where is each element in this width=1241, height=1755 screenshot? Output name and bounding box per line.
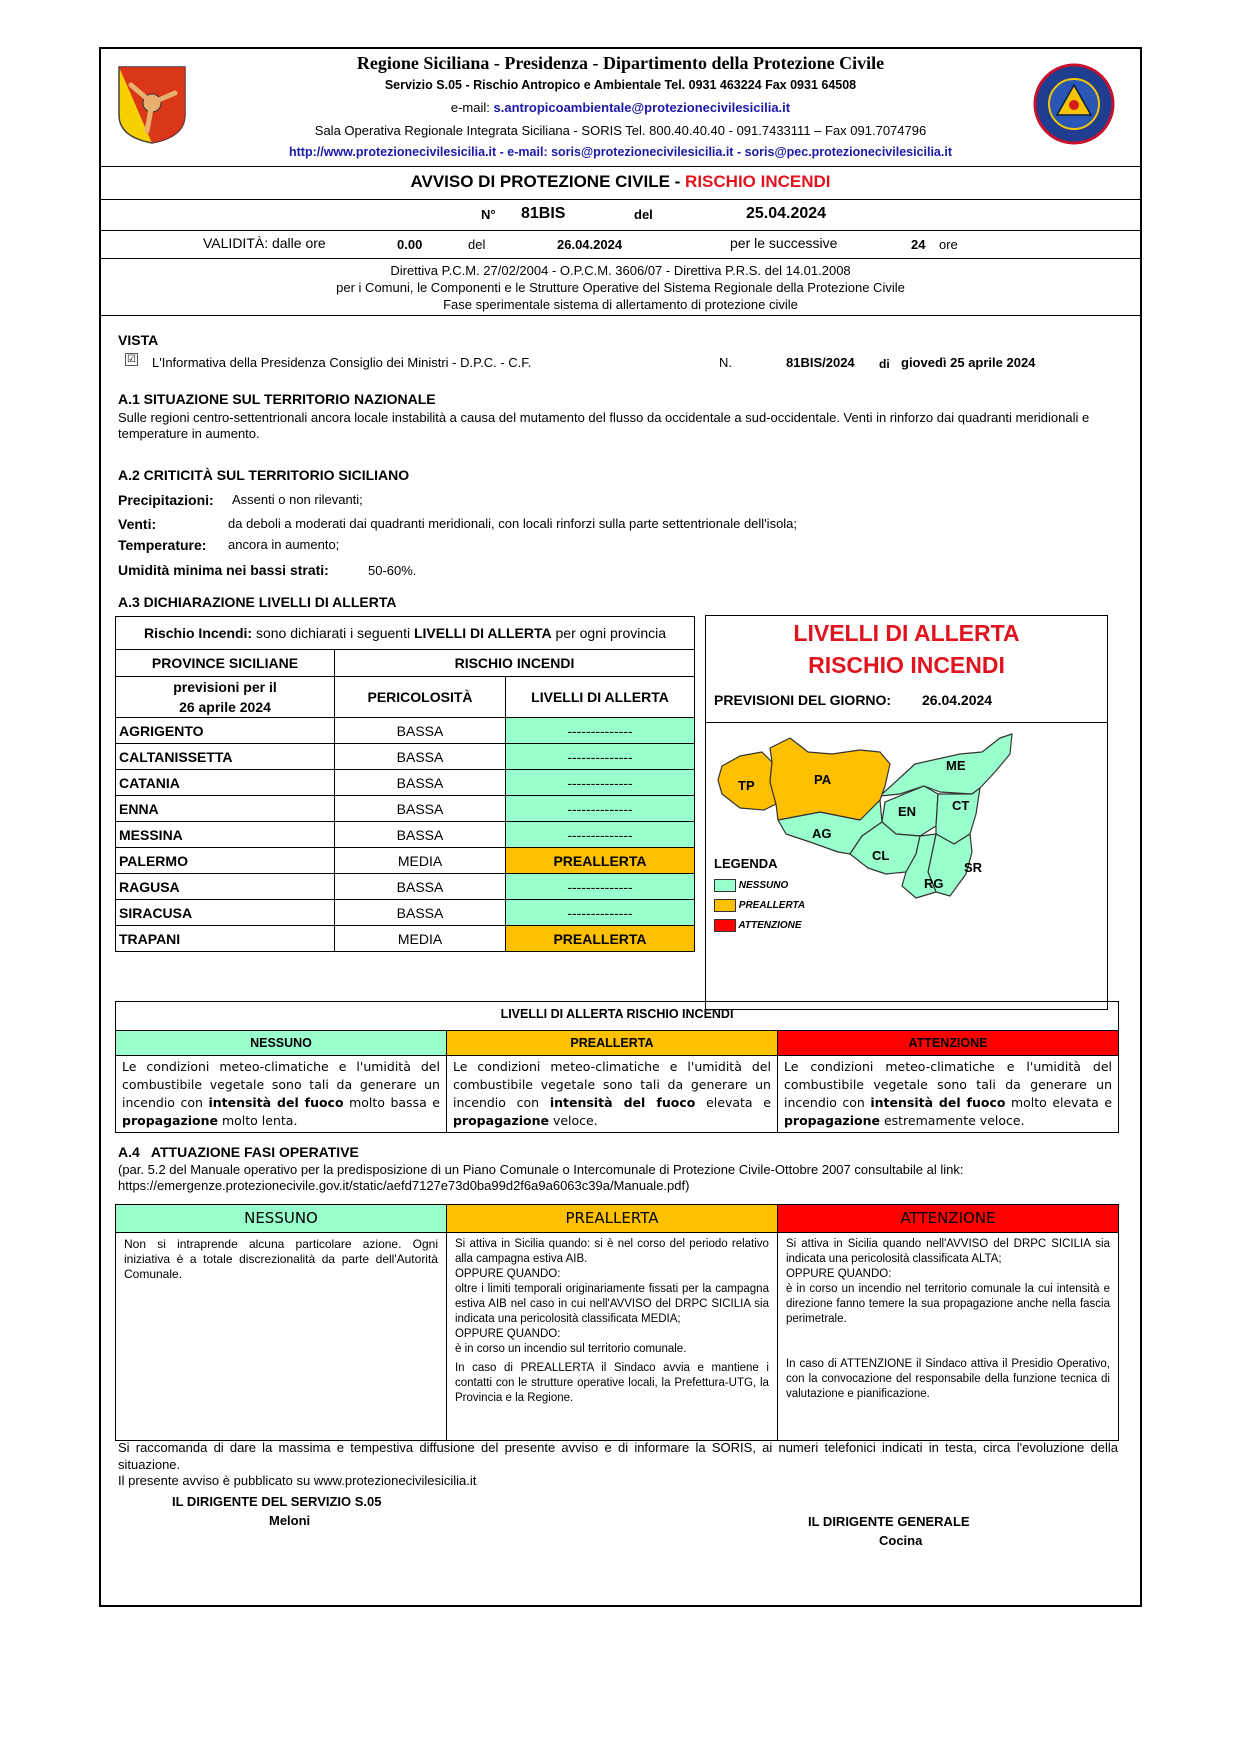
province-livello: PREALLERTA [506,926,695,952]
directive-3: Fase sperimentale sistema di allertamento di protezione civile [443,297,798,312]
fasi-table-box [115,1204,1119,1441]
a4-heading: A.4 ATTUAZIONE FASI OPERATIVE [118,1144,359,1160]
map-label-sr: SR [964,860,983,875]
fasi-preallerta: Si attiva in Sicilia quando: si è nel corso del periodo relativo alla campagna estiva AIB. OPPURE QUANDO: oltre i limiti temporali originariamente fissati per la campagna estiva AIB nel caso in cui nell'AVVISO del DRPC SICILIA sia indicata una pericolosità classificata MEDIA; OPPURE QUANDO: è in corso un incendio sul territorio comunale. In caso di PREALLERTA il Sindaco avvia e mantiene i contatti con le strutture operative locali, la Prefettura-UTG, la Provincia e la Regione. [446,1233,777,1441]
fasi-attenzione: Si attiva in Sicilia quando nell'AVVISO del DRPC SICILIA sia indicata una pericolosità classificata ALTA; OPPURE QUANDO: è in corso un incendio nel territorio comunale la cui intensità e direzione fanno temere la sua propagazione anche nella fascia perimetrale. In caso di ATTENZIONE il Sindaco attiva il Presidio Operativo, con la convocazione del responsabile della funzione tecnica di valutazione e pianificazione. [777,1233,1118,1441]
a2-heading: A.2 CRITICITÀ SUL TERRITORIO SICILIANO [118,467,410,483]
legend-swatch-green [714,879,736,892]
header-service: Servizio S.05 - Rischio Antropico e Ambientale Tel. 0931 463224 Fax 0931 64508 [384,78,857,92]
province-pericolosita: BASSA [335,822,506,848]
province-livello: -------------- [506,900,695,926]
legend-item-nessuno [714,879,788,892]
prec-value: Assenti o non rilevanti; [232,492,363,507]
map-region-ct [936,788,980,844]
validity-ore: ore [939,237,958,252]
map-label-en: EN [898,804,917,819]
province-row [116,848,695,874]
forecast-cell [116,677,335,718]
header-title: Regione Siciliana - Presidenza - Dipartimento della Protezione Civile [356,53,885,73]
a3-intro [116,617,695,650]
footer-text2: Il presente avviso è pubblicato su www.protezionecivilesicilia.it [118,1473,477,1488]
separator: - [733,145,745,159]
email-label: e-mail: [450,100,490,115]
province-pericolosita: MEDIA [335,848,506,874]
legend-title: LEGENDA [714,856,778,871]
levels-table-box [115,1001,1119,1133]
a3-heading: A.3 DICHIARAZIONE LIVELLI DI ALLERTA [118,594,397,610]
levels-desc-preallerta: Le condizioni meteo-climatiche e l'umidità del combustibile vegetale sono tali da generare un incendio con intensità del fuoco elevata e propagazione veloce. [446,1056,777,1133]
province-pericolosita: BASSA [335,796,506,822]
notice-title-risk: RISCHIO INCENDI [685,172,831,191]
province-name: CATANIA [116,770,335,796]
sig2-title: IL DIRIGENTE GENERALE [808,1514,970,1529]
validity-date: 26.04.2024 [557,237,623,252]
province-livello: -------------- [506,822,695,848]
header-email-line [101,100,1140,115]
legend-swatch-red [714,919,736,932]
intro-risk: Rischio Incendi: [143,625,253,641]
intro-levels: LIVELLI DI ALLERTA [413,625,552,641]
directive-2: per i Comuni, le Componenti e le Strutture Operative del Sistema Regionale della Protezione Civile [336,280,905,295]
province-table [115,616,695,952]
province-pericolosita: BASSA [335,874,506,900]
col-province: PROVINCE SICILIANE [116,650,335,677]
province-name: SIRACUSA [116,900,335,926]
vista-date: giovedì 25 aprile 2024 [901,355,1036,370]
province-name: CALTANISSETTA [116,744,335,770]
province-name: RAGUSA [116,874,335,900]
fasi-nessuno: Non si intraprende alcuna particolare azione. Ogni iniziativa è a totale discrezionalità da parte dell'Autorità Comunale. [116,1233,447,1441]
header-soris: Sala Operativa Regionale Integrata Siciliana - SORIS Tel. 800.40.40.40 - 091.7433111 – Fax 091.7074796 [314,123,927,138]
notice-title [101,172,1140,192]
umid-value: 50-60%. [368,563,417,578]
province-pericolosita: BASSA [335,718,506,744]
validity-next-label: per le successive [730,235,838,251]
province-row [116,744,695,770]
sig1-title: IL DIRIGENTE DEL SERVIZIO S.05 [172,1494,382,1509]
levels-col-attenzione: ATTENZIONE [777,1031,1118,1056]
col-risk: RISCHIO INCENDI [335,650,695,677]
map-label-ct: CT [952,798,970,813]
legend-label-nessuno: NESSUNO [738,880,789,892]
vista-num: 81BIS/2024 [786,355,855,370]
validity-label: VALIDITÀ: dalle ore [203,235,326,251]
vista-n: N. [719,355,732,370]
document-frame [99,47,1142,1607]
forecast-line1: previsioni per il [173,679,277,695]
province-pericolosita: BASSA [335,900,506,926]
venti-value: da deboli a moderati dai quadranti meridionali, con locali rinforzi sulla parte settentrionale dell'isola; [228,516,798,531]
levels-desc-attenzione: Le condizioni meteo-climatiche e l'umidità del combustibile vegetale sono tali da generare un incendio con intensità del fuoco molto elevata e propagazione estremamente veloce. [777,1056,1118,1133]
fasi-table [115,1204,1119,1441]
forecast-line2: 26 aprile 2024 [179,699,271,715]
map-label-cl: CL [872,848,890,863]
map-label-tp: TP [738,778,755,793]
vista-text: L'Informativa della Presidenza Consiglio dei Ministri - D.P.C. - C.F. [152,355,532,370]
province-row [116,770,695,796]
temp-value: ancora in aumento; [228,537,340,552]
province-livello: -------------- [506,874,695,900]
province-pericolosita: MEDIA [335,926,506,952]
legend-label-attenzione: ATTENZIONE [738,920,802,932]
levels-desc-nessuno: Le condizioni meteo-climatiche e l'umidità del combustibile vegetale sono tali da generare un incendio con intensità del fuoco molto bassa e propagazione molto lenta. [116,1056,447,1133]
province-pericolosita: BASSA [335,744,506,770]
directive-1: Direttiva P.C.M. 27/02/2004 - O.P.C.M. 3606/07 - Direttiva P.R.S. del 14.01.2008 [390,263,851,278]
a1-heading: A.1 SITUAZIONE SUL TERRITORIO NAZIONALE [118,391,436,407]
panel-prev-label: PREVISIONI DEL GIORNO: [714,692,892,708]
fasi-head-preallerta: PREALLERTA [446,1205,777,1233]
legend-item-preallerta [714,899,805,912]
validity-hour: 0.00 [397,237,423,252]
province-livello: -------------- [506,770,695,796]
province-livello: -------------- [506,718,695,744]
intro-text: sono dichiarati i seguenti [252,625,414,641]
province-row [116,718,695,744]
sig2-name: Cocina [879,1533,923,1548]
vista-checkbox[interactable]: ☑ [125,353,138,366]
map-label-ag: AG [812,826,832,841]
vista-di: di [879,357,890,371]
col-livelli: LIVELLI DI ALLERTA [506,677,695,718]
footer-text1: Si raccomanda di dare la massima e tempestiva diffusione del presente avviso e di informare la SORIS, ai numeri telefonici indicati in testa, circa l'evoluzione della situazione. [118,1440,1118,1472]
province-table-box [115,616,695,952]
notice-title-text: AVVISO DI PROTEZIONE CIVILE - [410,172,681,191]
province-name: AGRIGENTO [116,718,335,744]
levels-table [115,1001,1119,1133]
map-label-me: ME [946,758,966,773]
province-pericolosita: BASSA [335,770,506,796]
vista-heading: VISTA [118,332,159,348]
legend-swatch-orange [714,899,736,912]
umid-label: Umidità minima nei bassi strati: [118,562,329,578]
panel-date: 26.04.2024 [922,692,993,708]
panel-title-1: LIVELLI DI ALLERTA [793,620,1020,646]
levels-col-preallerta: PREALLERTA [446,1031,777,1056]
legend-item-attenzione [714,919,802,932]
email2-label: - e-mail: [496,145,552,159]
alert-panel [705,615,1108,1010]
panel-title-2: RISCHIO INCENDI [808,652,1005,678]
venti-label: Venti: [118,516,157,532]
notice-del-label: del [634,207,653,222]
sig1-name: Meloni [269,1513,311,1528]
province-row [116,926,695,952]
intro-tail: per ogni provincia [551,625,667,641]
province-livello: PREALLERTA [506,848,695,874]
service-email-link[interactable]: s.antropicoambientale@protezionecivilesicilia.it [493,100,791,115]
temp-label: Temperature: [118,537,207,553]
col-pericolosita: PERICOLOSITÀ [335,677,506,718]
prec-label: Precipitazioni: [118,492,214,508]
fasi-head-attenzione: ATTENZIONE [777,1205,1118,1233]
a4-note: (par. 5.2 del Manuale operativo per la predisposizione di un Piano Comunale o Intercomunale di Protezione Civile-Ottobre 2007 consultabile al link: https://emergenze.protezionecivile.gov.it/static/aefd7127e73d0ba99d2f6a9a6063c39a/Manuale.pdf) [118,1162,964,1193]
province-name: MESSINA [116,822,335,848]
levels-col-nessuno: NESSUNO [116,1031,447,1056]
province-row [116,900,695,926]
province-livello: -------------- [506,796,695,822]
levels-title: LIVELLI DI ALLERTA RISCHIO INCENDI [116,1002,1119,1031]
notice-num: 81BIS [521,205,566,222]
fasi-head-nessuno: NESSUNO [116,1205,447,1233]
validity-hours: 24 [911,237,926,252]
province-name: PALERMO [116,848,335,874]
map-label-rg: RG [924,876,944,891]
legend-label-preallerta: PREALLERTA [738,900,806,912]
a1-text: Sulle regioni centro-settentrionali ancora locale instabilità a causa del mutamento del flusso da occidentale a sud-occidentale. Venti in rinforzo dai quadranti meridionali e temperature in aumento. [118,410,1090,441]
province-row [116,822,695,848]
province-livello: -------------- [506,744,695,770]
province-row [116,874,695,900]
soris-email-link[interactable]: soris@protezionecivilesicilia.it [551,145,734,159]
pec-email-link[interactable]: soris@pec.protezionecivilesicilia.it [744,145,952,159]
map-label-pa: PA [814,772,832,787]
website-link[interactable]: http://www.protezionecivilesicilia.it [288,145,497,159]
notice-date: 25.04.2024 [746,205,827,222]
notice-num-label: N° [481,207,496,222]
province-name: ENNA [116,796,335,822]
validity-del: del [468,237,486,252]
province-name: TRAPANI [116,926,335,952]
province-row [116,796,695,822]
header-links [101,145,1140,159]
